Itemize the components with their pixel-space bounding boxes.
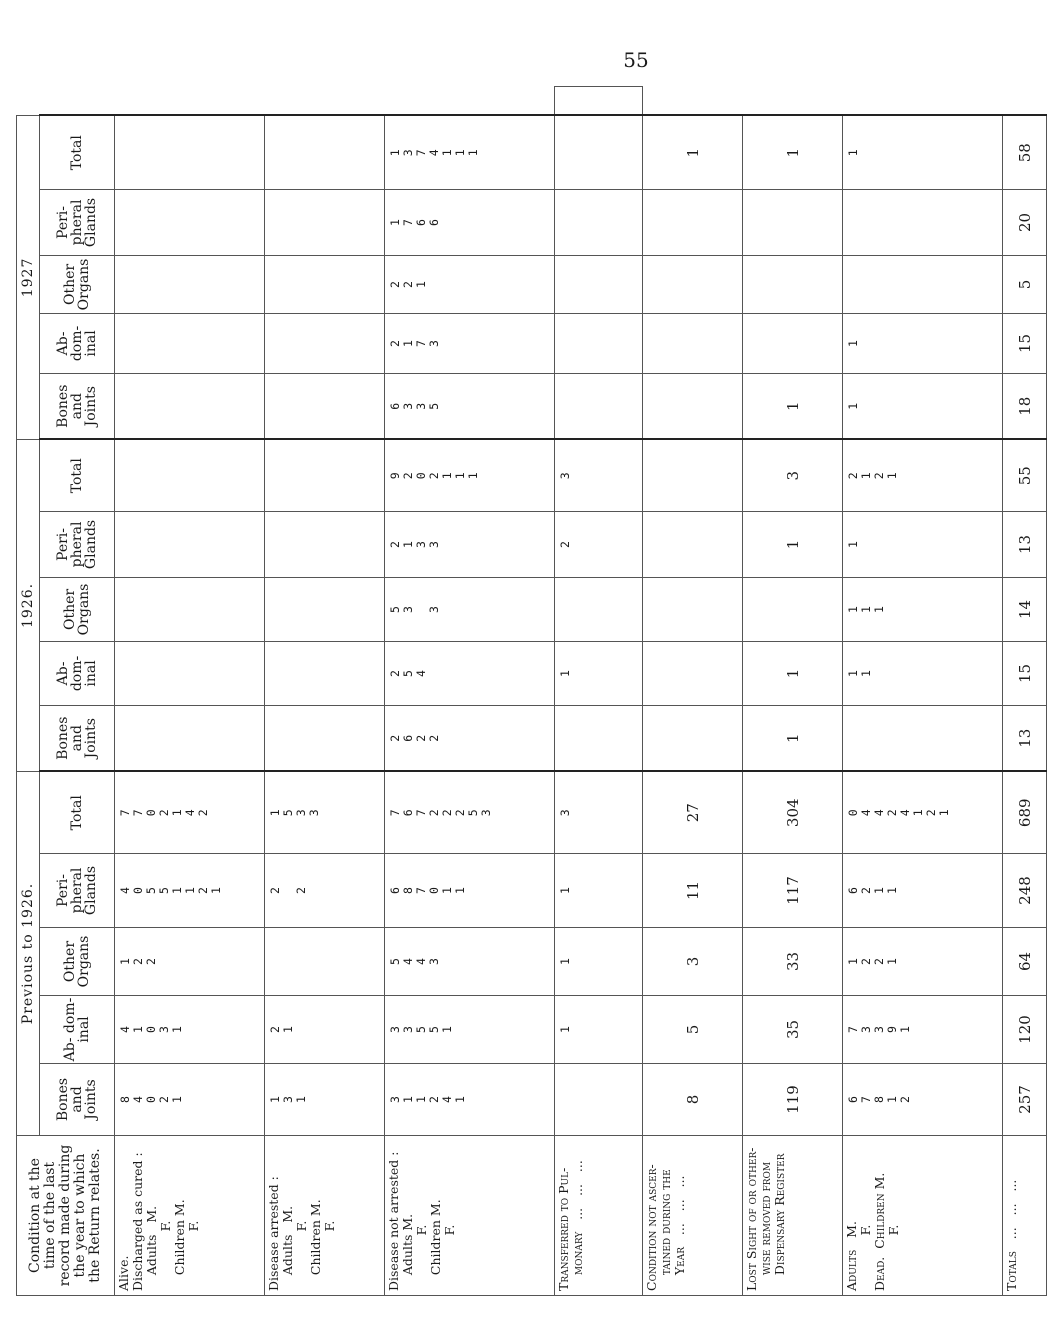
column-header: Other Organs [40,577,115,641]
column-header: Bones and Joints [40,705,115,771]
table-cell: 6 7 8 1 2 [843,1064,1003,1136]
table-cell [643,373,743,439]
table-cell [115,641,265,705]
page-number: 55 [623,48,649,72]
table-cell: 1 [843,313,1003,373]
table-cell: 5 [643,996,743,1064]
table-cell [843,705,1003,771]
table-cell: 1 [743,641,843,705]
table-cell: 2 [555,511,643,577]
table-cell: 1 3 7 4 1 1 1 [385,115,555,189]
row-label: Transferred to Pul- monary ... ... ... [555,1136,643,1296]
table-cell [743,255,843,313]
table-cell [843,189,1003,255]
table-cell: 20 [1003,189,1047,255]
row-label: Totals ... ... ... [1003,1136,1047,1296]
table-cell: 5 [1003,255,1047,313]
table-cell: 1 [743,511,843,577]
table-cell: 35 [743,996,843,1064]
table-cell: 689 [1003,771,1047,853]
table-cell [643,511,743,577]
period-header-1926: 1926. [17,439,40,771]
table-cell [843,255,1003,313]
table-cell: 1 [843,373,1003,439]
table-cell [555,87,643,116]
table-cell: 3 3 5 5 1 [385,996,555,1064]
rotated-table-container [16,86,1034,1296]
table-cell: 3 [643,928,743,996]
table-cell [115,705,265,771]
row-label: Condition not ascer- tained during the Year ... ... ... [643,1136,743,1296]
table-cell: 304 [743,771,843,853]
table-cell [643,577,743,641]
table-cell: 18 [1003,373,1047,439]
table-cell: 6 8 7 0 1 1 [385,854,555,928]
table-cell [265,928,385,996]
table-cell: 1 2 2 [115,928,265,996]
table-cell [643,705,743,771]
table-cell [265,115,385,189]
table-cell: 5 3 3 [385,577,555,641]
table-cell: 1 2 2 1 [843,928,1003,996]
table-row [843,87,1003,1296]
table-cell: 117 [743,854,843,928]
table-cell: 3 [555,771,643,853]
row-label: Disease not arrested : Adults M. F. Children M. F. [385,1136,555,1296]
table-cell [115,255,265,313]
table-cell: 7 7 0 2 1 4 2 [115,771,265,853]
table-cell: 3 [743,439,843,511]
table-cell: 2 5 4 [385,641,555,705]
table-cell: 2 1 [265,996,385,1064]
table-cell: 2 2 1 [385,255,555,313]
table-cell [265,255,385,313]
table-cell [115,511,265,577]
table-cell [265,705,385,771]
table-row [385,87,555,1296]
table-cell: 119 [743,1064,843,1136]
table-cell: 3 1 1 2 4 1 [385,1064,555,1136]
column-header: Total [40,439,115,511]
table-cell [743,313,843,373]
table-cell: 1 1 [843,641,1003,705]
table-cell: 6 2 1 1 [843,854,1003,928]
table-cell: 2 1 7 3 [385,313,555,373]
table-cell: 257 [1003,1064,1047,1136]
table-cell [115,373,265,439]
table-cell: 15 [1003,313,1047,373]
row-label: Lost Sight of or other- wise removed from Dispensary Register [743,1136,843,1296]
table-cell [265,439,385,511]
table-cell [265,189,385,255]
table-row [643,87,743,1296]
table-cell: 2 1 2 1 [843,439,1003,511]
table-cell: 1 [743,373,843,439]
column-header: Other Organs [40,928,115,996]
table-cell [115,115,265,189]
table-cell: 2 1 3 3 [385,511,555,577]
table-cell [265,511,385,577]
table-cell [555,115,643,189]
table-row [115,87,265,1296]
table-cell: 0 4 4 2 4 1 2 1 [843,771,1003,853]
table-row [555,87,643,1296]
table-cell [555,705,643,771]
table-cell: 7 3 3 9 1 [843,996,1003,1064]
table-cell: 4 0 5 5 1 1 2 1 [115,854,265,928]
table-cell: 15 [1003,641,1047,705]
table-cell: 2 6 2 2 [385,705,555,771]
table-cell: 1 7 6 6 [385,189,555,255]
table-cell: 1 [743,115,843,189]
table-cell: 55 [1003,439,1047,511]
table-cell: 58 [1003,115,1047,189]
table-cell: 2 2 [265,854,385,928]
table-cell [643,189,743,255]
table-cell: 1 1 1 [843,577,1003,641]
table-cell: 11 [643,854,743,928]
table-cell: 1 [555,641,643,705]
table-cell [743,189,843,255]
table-cell: 1 [555,996,643,1064]
table-cell [115,189,265,255]
column-header: Peri- pheral Glands [40,854,115,928]
table-cell: 1 [555,928,643,996]
table-cell: 6 3 3 5 [385,373,555,439]
row-label: Adults M. F. Dead. Children M. F. [843,1136,1003,1296]
table-cell: 4 1 0 3 1 [115,996,265,1064]
table-cell: 1 [643,115,743,189]
table-cell: 5 4 4 3 [385,928,555,996]
table-cell [555,1064,643,1136]
table-cell: 7 6 7 2 2 2 5 3 [385,771,555,853]
table-cell: 9 2 0 2 1 1 1 [385,439,555,511]
table-cell [555,313,643,373]
column-header: Ab- dom- inal [40,313,115,373]
tuberculosis-return-table [16,86,1047,1296]
column-header: Ab- dom- inal [40,996,115,1064]
table-row [1003,87,1047,1296]
table-body [115,87,1047,1296]
column-header: Total [40,115,115,189]
table-cell: 1 5 3 3 [265,771,385,853]
table-cell: 120 [1003,996,1047,1064]
table-cell: 13 [1003,705,1047,771]
table-cell [643,255,743,313]
table-cell [115,313,265,373]
column-header: Peri- pheral Glands [40,189,115,255]
table-cell [265,373,385,439]
table-cell: 27 [643,771,743,853]
table-row [743,87,843,1296]
table-cell: 8 4 0 2 1 [115,1064,265,1136]
table-cell [555,577,643,641]
table-cell: 64 [1003,928,1047,996]
table-cell [743,577,843,641]
table-cell [643,313,743,373]
period-header-previous: Previous to 1926. [17,771,40,1135]
table-cell [555,255,643,313]
column-header: Bones and Joints [40,373,115,439]
table-cell: 1 3 1 [265,1064,385,1136]
table-cell: 13 [1003,511,1047,577]
table-cell [115,577,265,641]
table-cell [115,439,265,511]
table-cell: 248 [1003,854,1047,928]
table-cell: 33 [743,928,843,996]
table-cell [265,313,385,373]
table-cell: 1 [843,115,1003,189]
column-header: Other Organs [40,255,115,313]
table-cell: 1 [743,705,843,771]
condition-header: Condition at the time of the last record made during the year to which the Return relates. [17,1136,115,1296]
table-row [265,87,385,1296]
table-cell: 3 [555,439,643,511]
row-label: Alive. Discharged as cured : Adults M. F. Children M. F. [115,1136,265,1296]
table-cell [643,439,743,511]
table-cell: 1 [843,511,1003,577]
table-cell [555,373,643,439]
row-label: Disease arrested : Adults M. F. Children M. F. [265,1136,385,1296]
table-cell: 14 [1003,577,1047,641]
table-cell [265,641,385,705]
table-cell: 8 [643,1064,743,1136]
column-header: Bones and Joints [40,1064,115,1136]
column-header: Peri- pheral Glands [40,511,115,577]
period-header-1927: 1927 [17,115,40,439]
table-cell [265,577,385,641]
column-header: Ab- dom- inal [40,641,115,705]
column-header: Total [40,771,115,853]
table-cell [643,641,743,705]
table-cell [555,189,643,255]
table-cell: 1 [555,854,643,928]
